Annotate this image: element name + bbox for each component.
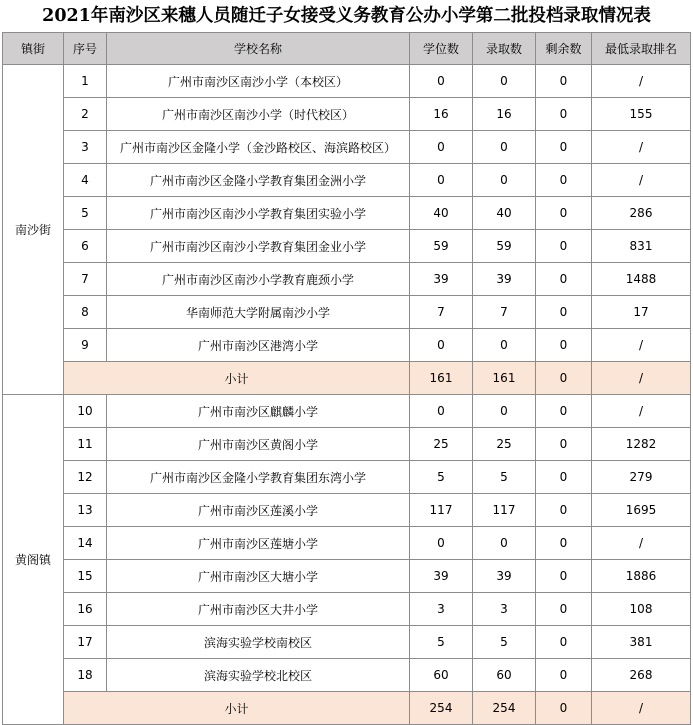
remaining-cell: 0	[536, 197, 592, 230]
admitted-cell: 0	[473, 527, 536, 560]
header-school: 学校名称	[107, 33, 410, 65]
seats-cell: 0	[410, 527, 473, 560]
remaining-cell: 0	[536, 329, 592, 362]
row-no: 11	[64, 428, 107, 461]
remaining-cell: 0	[536, 263, 592, 296]
row-no: 12	[64, 461, 107, 494]
row-no: 9	[64, 329, 107, 362]
admission-table	[2, 32, 691, 725]
seats-cell: 39	[410, 560, 473, 593]
school-name: 华南师范大学附属南沙小学	[107, 296, 410, 329]
seats-cell: 0	[410, 395, 473, 428]
table-row	[3, 98, 691, 131]
min-rank-cell: 17	[592, 296, 691, 329]
min-rank-cell: /	[592, 527, 691, 560]
admitted-cell: 0	[473, 164, 536, 197]
min-rank-cell: 1282	[592, 428, 691, 461]
remaining-cell: 0	[536, 65, 592, 98]
admitted-cell: 40	[473, 197, 536, 230]
row-no: 8	[64, 296, 107, 329]
table-row	[3, 461, 691, 494]
admitted-cell: 25	[473, 428, 536, 461]
remaining-cell: 0	[536, 428, 592, 461]
admitted-cell: 60	[473, 659, 536, 692]
school-name: 滨海实验学校南校区	[107, 626, 410, 659]
row-no: 1	[64, 65, 107, 98]
remaining-cell: 0	[536, 494, 592, 527]
seats-cell: 5	[410, 461, 473, 494]
town-cell: 南沙街	[3, 65, 64, 395]
seats-cell: 5	[410, 626, 473, 659]
min-rank-cell: 286	[592, 197, 691, 230]
table-row	[3, 296, 691, 329]
seats-cell: 117	[410, 494, 473, 527]
min-rank-cell: 155	[592, 98, 691, 131]
seats-cell: 0	[410, 65, 473, 98]
school-name: 广州市南沙区金隆小学教育集团东湾小学	[107, 461, 410, 494]
school-name: 广州市南沙区南沙小学（时代校区）	[107, 98, 410, 131]
table-row	[3, 593, 691, 626]
table-row	[3, 527, 691, 560]
min-rank-cell: 1488	[592, 263, 691, 296]
seats-cell: 7	[410, 296, 473, 329]
table-row	[3, 230, 691, 263]
subtotal-row	[3, 362, 691, 395]
table-row	[3, 131, 691, 164]
remaining-cell: 0	[536, 164, 592, 197]
table-row	[3, 428, 691, 461]
table-body	[3, 65, 691, 725]
admitted-cell: 16	[473, 98, 536, 131]
min-rank-cell: 831	[592, 230, 691, 263]
min-rank-cell: 1886	[592, 560, 691, 593]
row-no: 15	[64, 560, 107, 593]
seats-cell: 16	[410, 98, 473, 131]
remaining-cell: 0	[536, 98, 592, 131]
school-name: 广州市南沙区金隆小学（金沙路校区、海滨路校区）	[107, 131, 410, 164]
row-no: 4	[64, 164, 107, 197]
remaining-cell: 0	[536, 230, 592, 263]
subtotal-min-rank: /	[592, 692, 691, 725]
row-no: 7	[64, 263, 107, 296]
min-rank-cell: 1695	[592, 494, 691, 527]
min-rank-cell: 381	[592, 626, 691, 659]
seats-cell: 0	[410, 131, 473, 164]
remaining-cell: 0	[536, 527, 592, 560]
header-seats: 学位数	[410, 33, 473, 65]
subtotal-remaining: 0	[536, 692, 592, 725]
row-no: 10	[64, 395, 107, 428]
min-rank-cell: /	[592, 395, 691, 428]
seats-cell: 0	[410, 164, 473, 197]
table-row	[3, 395, 691, 428]
min-rank-cell: 108	[592, 593, 691, 626]
subtotal-row	[3, 692, 691, 725]
school-name: 广州市南沙区大井小学	[107, 593, 410, 626]
subtotal-remaining: 0	[536, 362, 592, 395]
table-row	[3, 329, 691, 362]
row-no: 2	[64, 98, 107, 131]
header-row	[3, 33, 691, 65]
seats-cell: 3	[410, 593, 473, 626]
admitted-cell: 117	[473, 494, 536, 527]
min-rank-cell: /	[592, 164, 691, 197]
min-rank-cell: 279	[592, 461, 691, 494]
admitted-cell: 0	[473, 329, 536, 362]
school-name: 广州市南沙区莲塘小学	[107, 527, 410, 560]
remaining-cell: 0	[536, 461, 592, 494]
admitted-cell: 5	[473, 461, 536, 494]
admitted-cell: 0	[473, 131, 536, 164]
admitted-cell: 39	[473, 263, 536, 296]
row-no: 18	[64, 659, 107, 692]
remaining-cell: 0	[536, 593, 592, 626]
remaining-cell: 0	[536, 131, 592, 164]
page-title: 2021年南沙区来穗人员随迁子女接受义务教育公办小学第二批投档录取情况表	[42, 6, 651, 26]
table-row	[3, 560, 691, 593]
admitted-cell: 0	[473, 395, 536, 428]
seats-cell: 60	[410, 659, 473, 692]
header-admitted: 录取数	[473, 33, 536, 65]
min-rank-cell: 268	[592, 659, 691, 692]
remaining-cell: 0	[536, 395, 592, 428]
subtotal-seats: 254	[410, 692, 473, 725]
subtotal-label: 小计	[64, 692, 410, 725]
school-name: 广州市南沙区黄阁小学	[107, 428, 410, 461]
remaining-cell: 0	[536, 659, 592, 692]
table-row	[3, 659, 691, 692]
min-rank-cell: /	[592, 329, 691, 362]
row-no: 6	[64, 230, 107, 263]
remaining-cell: 0	[536, 296, 592, 329]
subtotal-min-rank: /	[592, 362, 691, 395]
seats-cell: 59	[410, 230, 473, 263]
school-name: 广州市南沙区大塘小学	[107, 560, 410, 593]
table-row	[3, 65, 691, 98]
school-name: 广州市南沙区金隆小学教育集团金洲小学	[107, 164, 410, 197]
subtotal-admitted: 161	[473, 362, 536, 395]
admitted-cell: 5	[473, 626, 536, 659]
admitted-cell: 7	[473, 296, 536, 329]
admitted-cell: 3	[473, 593, 536, 626]
min-rank-cell: /	[592, 131, 691, 164]
school-name: 广州市南沙区麒麟小学	[107, 395, 410, 428]
seats-cell: 39	[410, 263, 473, 296]
row-no: 13	[64, 494, 107, 527]
school-name: 广州市南沙区南沙小学（本校区）	[107, 65, 410, 98]
school-name: 广州市南沙区南沙小学教育集团金业小学	[107, 230, 410, 263]
table-row	[3, 626, 691, 659]
header-min-rank: 最低录取排名	[592, 33, 691, 65]
school-name: 广州市南沙区南沙小学教育鹿颈小学	[107, 263, 410, 296]
seats-cell: 40	[410, 197, 473, 230]
subtotal-admitted: 254	[473, 692, 536, 725]
admitted-cell: 39	[473, 560, 536, 593]
row-no: 16	[64, 593, 107, 626]
school-name: 滨海实验学校北校区	[107, 659, 410, 692]
table-row	[3, 197, 691, 230]
remaining-cell: 0	[536, 626, 592, 659]
header-remaining: 剩余数	[536, 33, 592, 65]
header-town: 镇街	[3, 33, 64, 65]
seats-cell: 0	[410, 329, 473, 362]
admitted-cell: 59	[473, 230, 536, 263]
school-name: 广州市南沙区莲溪小学	[107, 494, 410, 527]
row-no: 14	[64, 527, 107, 560]
table-row	[3, 263, 691, 296]
table-row	[3, 494, 691, 527]
subtotal-label: 小计	[64, 362, 410, 395]
town-cell: 黄阁镇	[3, 395, 64, 725]
seats-cell: 25	[410, 428, 473, 461]
row-no: 5	[64, 197, 107, 230]
school-name: 广州市南沙区南沙小学教育集团实验小学	[107, 197, 410, 230]
header-no: 序号	[64, 33, 107, 65]
remaining-cell: 0	[536, 560, 592, 593]
admitted-cell: 0	[473, 65, 536, 98]
table-row	[3, 164, 691, 197]
row-no: 17	[64, 626, 107, 659]
school-name: 广州市南沙区港湾小学	[107, 329, 410, 362]
min-rank-cell: /	[592, 65, 691, 98]
row-no: 3	[64, 131, 107, 164]
subtotal-seats: 161	[410, 362, 473, 395]
